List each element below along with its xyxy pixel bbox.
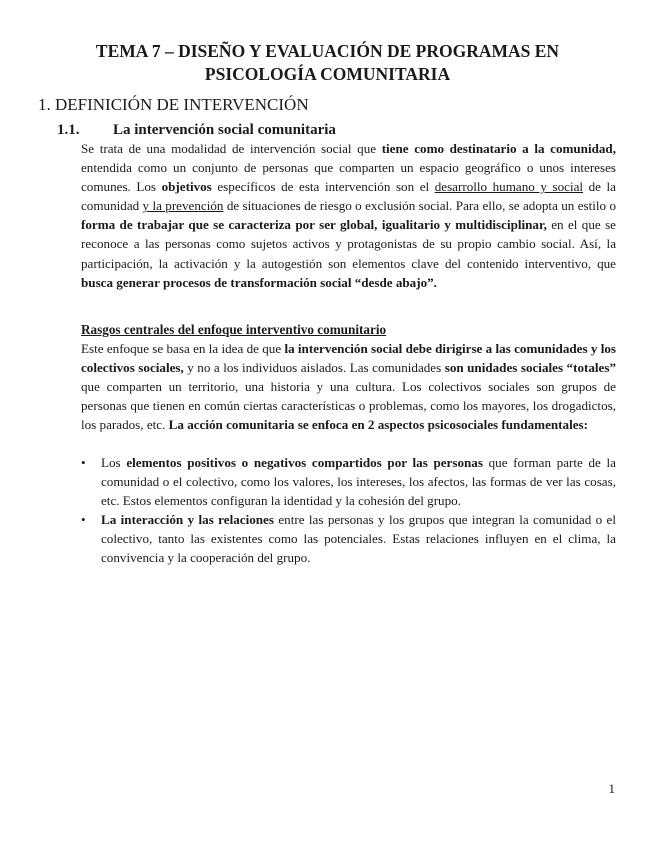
section-heading bbox=[38, 95, 309, 115]
list-item bbox=[81, 510, 616, 567]
bold-run: La acción comunitaria se enfoca en 2 aspectos psicosociales fundamentales: bbox=[168, 417, 588, 433]
bold-run: la intervención social debe dirigirse a las comunidades y los colectivos sociales, bbox=[81, 341, 616, 376]
text-run: Los bbox=[101, 455, 127, 470]
bold-run: forma de trabajar que se caracteriza por ser global, igualitario y multidisciplinar, bbox=[81, 217, 547, 233]
bold-run: elementos positivos o negativos compartidos por las personas bbox=[126, 455, 483, 470]
list-item bbox=[81, 453, 616, 510]
text-run: entendida como un conjunto de personas que comparten un espacio geográfico o unos intereses comunes. Los bbox=[81, 160, 616, 195]
text-run: de la comunidad bbox=[81, 179, 616, 214]
text-run: que comparten un territorio, una historia y una cultura. Los colectivos sociales son grupos de personas que tienen en común ciertas características o problemas, como los mayores, los drogadictos, los parados, etc. bbox=[81, 379, 616, 433]
text-run: y no a los individuos aislados. Las comunidades bbox=[183, 360, 445, 376]
bullet-icon: • bbox=[81, 512, 86, 528]
subsection-heading bbox=[57, 121, 336, 139]
bullet-list bbox=[81, 453, 616, 568]
bold-run: son unidades sociales “totales” bbox=[444, 360, 616, 376]
text-run: Se trata de una modalidad de intervención social que bbox=[81, 141, 382, 156]
section-title: DEFINICIÓN DE INTERVENCIÓN bbox=[55, 95, 309, 114]
paragraph-definition bbox=[81, 139, 616, 292]
paragraph-enfoque bbox=[81, 339, 616, 434]
bold-run: busca generar procesos de transformación social “desde abajo”. bbox=[81, 274, 437, 290]
subsection-number: 1.1. bbox=[57, 122, 80, 138]
bold-run: tiene como destinatario a la comunidad, bbox=[381, 141, 616, 156]
text-run: en el que se reconoce a las personas como sujetos activos y protagonistas de su propio cambio social. Así, la participación, la activación y la autogestión son elementos clave del contenido interventivo, que bbox=[81, 217, 616, 271]
underlined-run: y la prevención bbox=[142, 198, 224, 214]
document-title bbox=[40, 40, 615, 86]
title-line-2: PSICOLOGÍA COMUNITARIA bbox=[204, 64, 451, 84]
underlined-run: desarrollo humano y social bbox=[434, 179, 584, 195]
bold-run: La interacción y las relaciones bbox=[101, 512, 274, 528]
subsection-title: La intervención social comunitaria bbox=[113, 122, 336, 138]
text-run: que forman parte de la comunidad o el colectivo, como los valores, los intereses, los afectos, las formas de ver las cosas, etc. Estos elementos configuran la identidad y la cohesión del grupo. bbox=[101, 455, 616, 509]
bold-run: objetivos bbox=[161, 179, 212, 195]
text-run: Este enfoque se basa en la idea de que bbox=[81, 341, 285, 356]
text-run: de situaciones de riesgo o exclusión social. Para ello, se adopta un estilo o bbox=[223, 198, 616, 214]
page-number: 1 bbox=[608, 781, 615, 796]
section-number: 1. bbox=[38, 95, 51, 114]
title-line-1: TEMA 7 – DISEÑO Y EVALUACIÓN DE PROGRAMAS EN bbox=[95, 41, 560, 61]
text-run: específicos de esta intervención son el bbox=[211, 179, 435, 195]
bullet-icon: • bbox=[81, 455, 86, 470]
text-run: entre las personas y los grupos que integran la comunidad o el colectivo, tanto las existentes como las potenciales. Estas relaciones influyen en el clima, la convivencia y la cooperación del grupo. bbox=[101, 512, 617, 566]
subheading-rasgos: Rasgos centrales del enfoque interventivo comunitario bbox=[81, 322, 387, 337]
